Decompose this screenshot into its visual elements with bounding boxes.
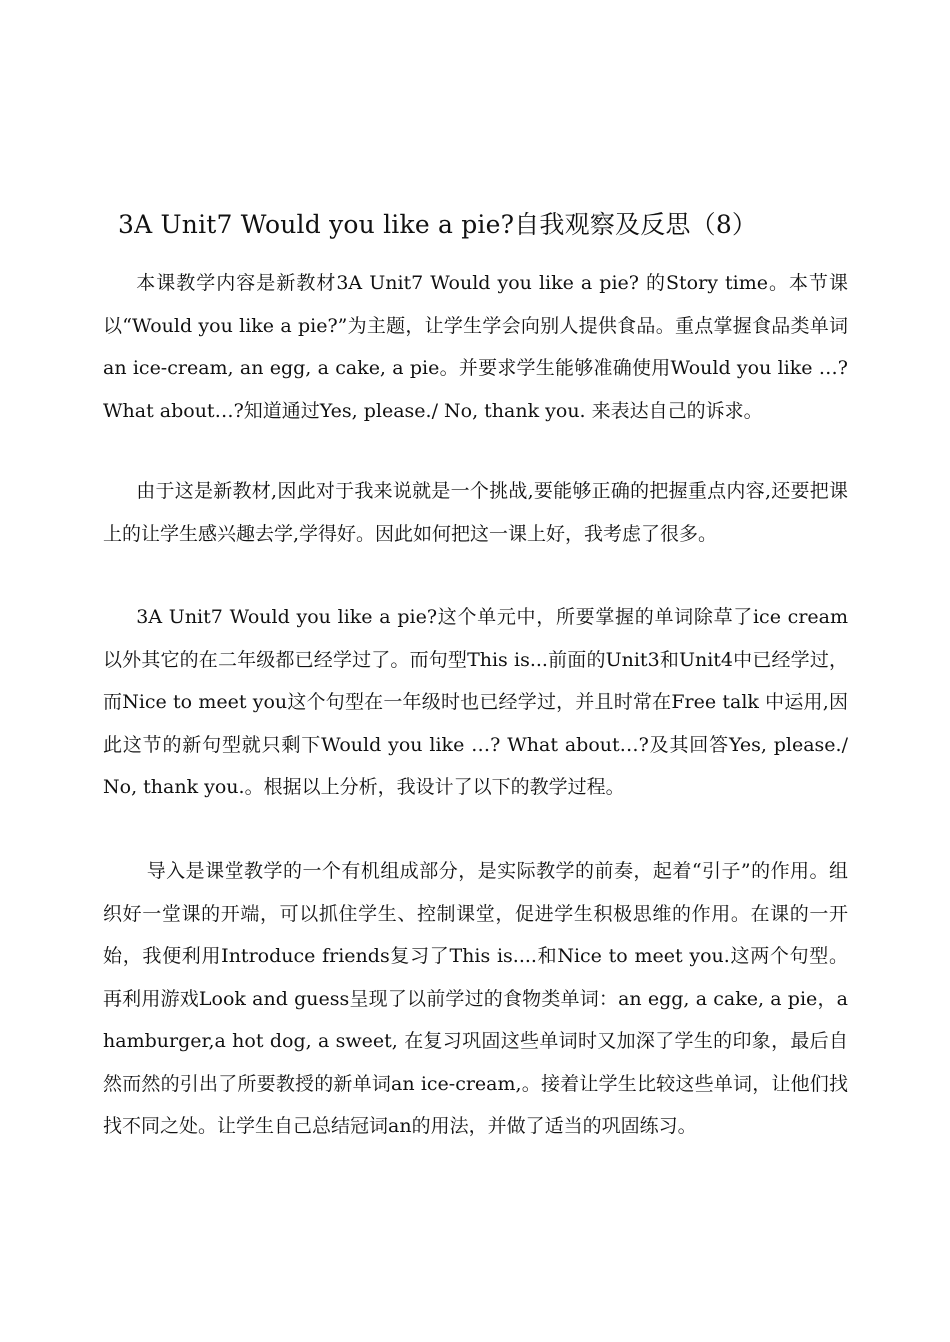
paragraph-4: 导入是课堂教学的一个有机组成部分，是实际教学的前奏，起着“引子”的作用。组织好一堂课的开端，可以抓住学生、控制课堂，促进学生积极思维的作用。在课的一开始，我便利用Introduce friends复习了This is....和Nice to meet you.这两个句型。再利用游戏Look and guess呈现了以前学过的食物类单词：an egg, a cake, a pie，a hamburger,a hot dog, a sweet, 在复习巩固这些单词时又加深了学生的印象，最后自然而然的引出了所要教授的新单词an ice-cream,。接着让学生比较这些单词，让他们找找不同之处。让学生自己总结冠词an的用法，并做了适当的巩固练习。 (103, 860, 848, 1137)
document-title: 3A Unit7 Would you like a pie?自我观察及反思（8） (118, 210, 758, 239)
paragraph-1: 本课教学内容是新教材3A Unit7 Would you like a pie? 的Story time。本节课以“Would you like a pie?”为主题，让学生学会向别人提供食品。重点掌握食品类单词an ice-cream, an egg, a cake, a pie。并要求学生能够准确使用Would you like …? What about…?知道通过Yes, please./ No, thank you. 来表达自己的诉求。 (103, 272, 848, 422)
paragraph-2: 由于这是新教材,因此对于我来说就是一个挑战,要能够正确的把握重点内容,还要把课上的让学生感兴趣去学,学得好。因此如何把这一课上好，我考虑了很多。 (103, 480, 848, 545)
paragraph-3: 3A Unit7 Would you like a pie?这个单元中，所要掌握的单词除草了ice cream以外其它的在二年级都已经学过了。而句型This is...前面的Unit3和Unit4中已经学过，而Nice to meet you这个句型在一年级时也已经学过，并且时常在Free talk 中运用,因此这节的新句型就只剩下Would you like …? What about…?及其回答Yes, please./ No, thank you.。根据以上分析，我设计了以下的教学过程。 (103, 606, 848, 798)
